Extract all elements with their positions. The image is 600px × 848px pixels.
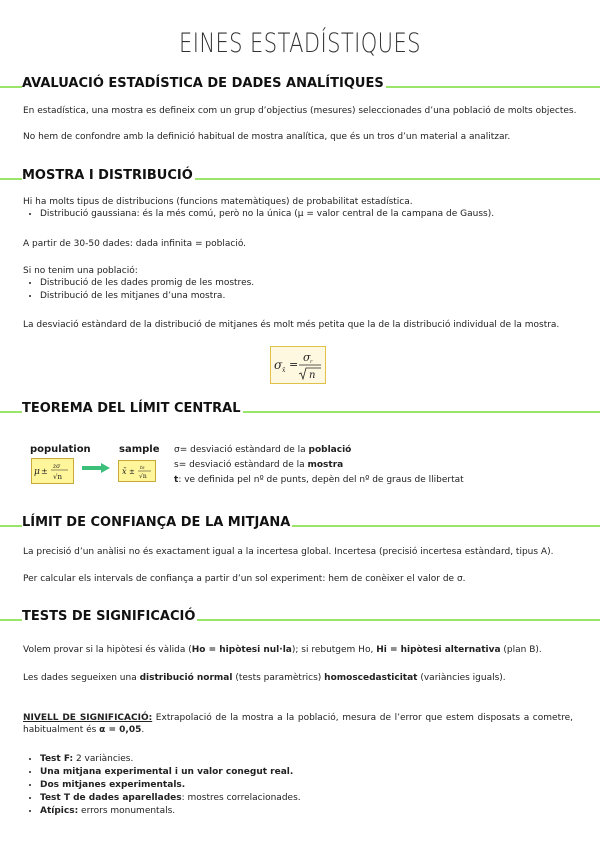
s-definition: s= desviació estàndard de la mostra <box>174 460 344 470</box>
paragraph: Per calcular els intervals de confiança a partir d’un sol experiment: hem de conèixer el valor de σ. <box>23 574 466 584</box>
section-heading-limit: LÍMIT DE CONFIANÇA DE LA MITJANA <box>0 515 600 535</box>
paragraph-hipotesi: Volem provar si la hipòtesi és vàlida (Ho = hipòtesi nul·la); si rebutgem Ho, Hi = hipòtesi alternativa (plan B). <box>23 645 542 655</box>
svg-text:σ: σ <box>303 351 311 364</box>
list-item: • Test F: 2 variàncies. <box>40 753 301 766</box>
list-item: • Distribució gaussiana: és la més comú, però no la única (μ = valor central de la campana de Gauss). <box>40 208 494 221</box>
sigma-definition: σ= desviació estàndard de la població <box>174 445 352 455</box>
svg-text:r: r <box>310 359 313 365</box>
svg-text:μ: μ <box>34 467 40 477</box>
sample-label: sample <box>119 444 160 455</box>
list-item: • Dos mitjanes experimentals. <box>40 779 301 792</box>
svg-text:√n: √n <box>139 473 147 480</box>
tests-list <box>28 753 301 818</box>
bullet-list <box>28 208 494 221</box>
section-heading-avaluacio: AVALUACIÓ ESTADÍSTICA DE DADES ANALÍTIQUES <box>0 76 600 96</box>
svg-text:±: ± <box>129 468 135 476</box>
svg-text:n: n <box>309 370 316 381</box>
svg-text:ts: ts <box>140 465 145 471</box>
sample-formula <box>118 460 156 482</box>
population-label: population <box>30 444 91 455</box>
section-heading-mostra: MOSTRA I DISTRIBUCIÓ <box>0 168 600 188</box>
list-item: • Test T de dades aparellades: mostres correlacionades. <box>40 792 301 805</box>
paragraph: La precisió d’un anàlisi no és exactament igual a la incertesa global. Incertesa (precisió incertesa estàndard, tipus A). <box>23 547 554 557</box>
svg-text:=: = <box>289 358 299 371</box>
arrow-right-icon <box>82 463 110 473</box>
svg-text:zσ: zσ <box>53 463 61 470</box>
section-heading-teorema: TEOREMA DEL LÍMIT CENTRAL <box>0 401 600 421</box>
paragraph-dades: Les dades segueixen una distribució normal (tests paramètrics) homoscedasticitat (variàncies iguals). <box>23 673 506 683</box>
paragraph: Si no tenim una població: <box>23 266 138 276</box>
paragraph-nivell: NIVELL DE SIGNIFICACIÓ: Extrapolació de la mostra a la població, mesura de l’error que estem disposats a cometre, habitualment és α = 0,05. <box>23 713 573 735</box>
svg-text:√n: √n <box>53 473 62 481</box>
section-heading-tests: TESTS DE SIGNIFICACIÓ <box>0 609 600 629</box>
svg-text:x̄: x̄ <box>122 467 127 476</box>
list-item: • Una mitjana experimental i un valor conegut real. <box>40 766 301 779</box>
svg-text:σ: σ <box>274 358 283 372</box>
list-item: • Atípics: errors monumentals. <box>40 805 301 818</box>
bullet-list <box>28 277 254 303</box>
population-formula <box>31 458 74 484</box>
paragraph: A partir de 30-50 dades: dada infinita = població. <box>23 239 247 249</box>
paragraph: Hi ha molts tipus de distribucions (funcions matemàtiques) de probabilitat estadística. <box>23 197 413 207</box>
page-title: EINES ESTADÍSTIQUES <box>179 28 421 59</box>
standard-error-formula <box>270 346 326 384</box>
t-definition: t: ve definida pel nº de punts, depèn del nº de graus de llibertat <box>174 475 464 485</box>
list-item: • Distribució de les dades promig de les mostres. <box>40 277 254 290</box>
svg-text:±: ± <box>41 467 48 476</box>
paragraph: En estadística, una mostra es defineix com un grup d’objectius (mesures) seleccionades d’una població de molts objectes. <box>23 106 577 116</box>
paragraph: No hem de confondre amb la definició habitual de mostra analítica, que és un tros d’un material a analitzar. <box>23 132 511 142</box>
list-item: • Distribució de les mitjanes d’una mostra. <box>40 290 254 303</box>
paragraph: La desviació estàndard de la distribució de mitjanes és molt més petita que la de la distribució individual de la mostra. <box>23 320 560 330</box>
svg-text:x̄: x̄ <box>282 367 286 374</box>
